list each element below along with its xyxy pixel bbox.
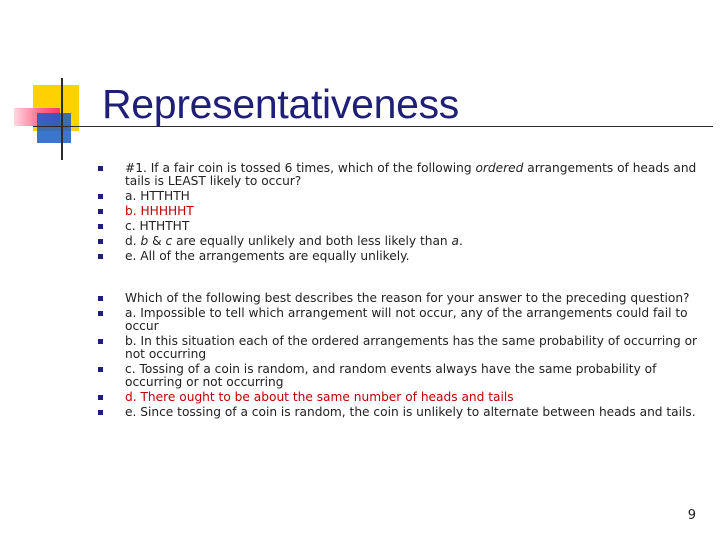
bullet-icon	[98, 166, 103, 171]
question-1-option-b: b. HHHHHT	[98, 205, 702, 218]
logo-vertical-line	[61, 78, 63, 160]
question-2-option-c: c. Tossing of a coin is random, and random events always have the same probability of occurring or not occurring	[98, 363, 702, 389]
question-2-option-d: d. There ought to be about the same number of heads and tails	[98, 391, 702, 404]
question-1-option-d: d. b & c are equally unlikely and both less likely than a.	[98, 235, 702, 248]
bullet-icon	[98, 395, 103, 400]
bullet-icon	[98, 296, 103, 301]
page-number: 9	[687, 508, 696, 523]
logo-blue-square	[37, 113, 71, 143]
bullet-icon	[98, 367, 103, 372]
bullet-icon	[98, 239, 103, 244]
question-1-option-e: e. All of the arrangements are equally unlikely.	[98, 250, 702, 263]
question-2-option-b: b. In this situation each of the ordered arrangements has the same probability of occurring or not occurring	[98, 335, 702, 361]
bullet-icon	[98, 254, 103, 259]
question-1-list	[98, 162, 702, 265]
bullet-icon	[98, 410, 103, 415]
question-2-stem: Which of the following best describes the reason for your answer to the preceding question?	[98, 292, 702, 305]
bullet-icon	[98, 311, 103, 316]
slide-title: Representativeness	[102, 81, 459, 127]
bullet-icon	[98, 224, 103, 229]
bullet-icon	[98, 194, 103, 199]
bullet-icon	[98, 339, 103, 344]
question-1-stem: #1. If a fair coin is tossed 6 times, which of the following ordered arrangements of heads and tails is LEAST likely to occur?	[98, 162, 702, 188]
question-1-option-c: c. HTHTHT	[98, 220, 702, 233]
question-2-list	[98, 292, 702, 421]
question-1-option-a: a. HTTHTH	[98, 190, 702, 203]
question-2-option-a: a. Impossible to tell which arrangement will not occur, any of the arrangements could fail to occur	[98, 307, 702, 333]
bullet-icon	[98, 209, 103, 214]
question-2-option-e: e. Since tossing of a coin is random, the coin is unlikely to alternate between heads and tails.	[98, 406, 702, 419]
